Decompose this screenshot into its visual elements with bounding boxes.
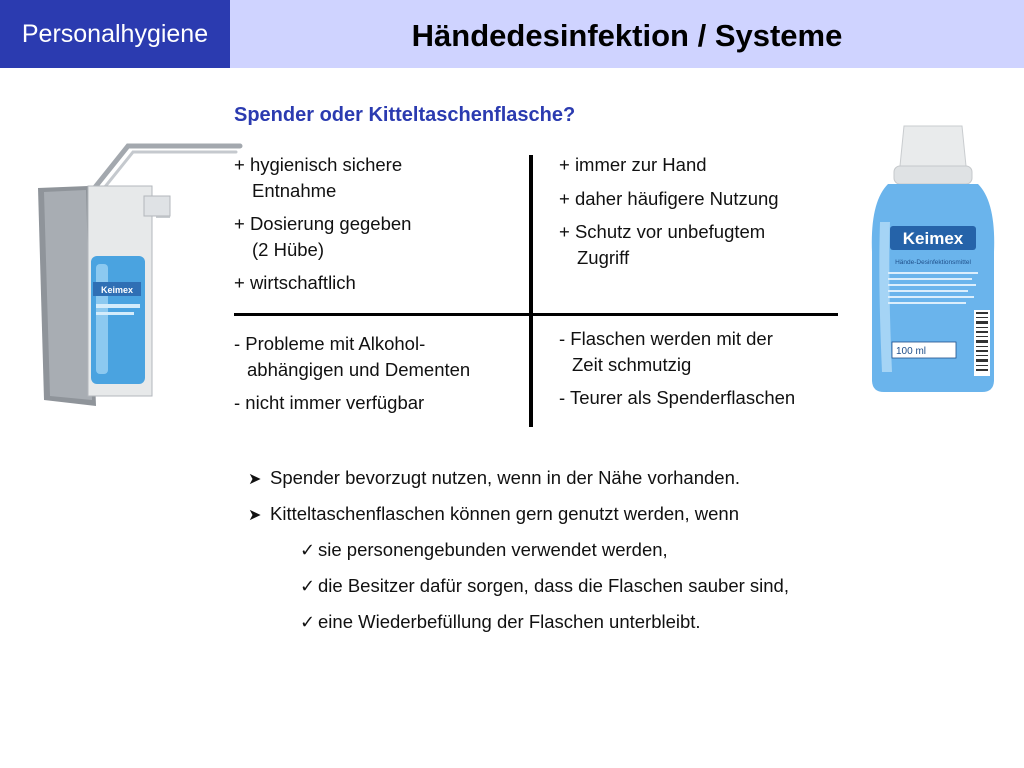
checkmark-icon: ✓ bbox=[300, 576, 316, 596]
cons-item-line: - Probleme mit Alkohol- bbox=[234, 333, 426, 354]
arrow-bullet-icon: ➤ bbox=[248, 507, 262, 524]
arrow-bullet-icon: ➤ bbox=[248, 471, 262, 488]
pros-item bbox=[559, 186, 849, 212]
checkmark-icon: ✓ bbox=[300, 540, 316, 560]
cons-item-line: abhängigen und Dementen bbox=[247, 358, 471, 380]
cons-item-line: - Teurer als Spenderflaschen bbox=[559, 387, 796, 409]
check-item bbox=[248, 568, 789, 604]
pros-item-line: Zugriff bbox=[577, 246, 630, 268]
recommendation-list bbox=[248, 460, 789, 640]
dispenser-pros bbox=[234, 152, 524, 304]
cons-item bbox=[234, 331, 526, 382]
slide-title: Händedesinfektion / Systeme bbox=[411, 18, 843, 53]
pros-item bbox=[559, 219, 849, 270]
section-tag: Personalhygiene bbox=[0, 0, 230, 68]
pros-item bbox=[234, 211, 524, 262]
dispenser-brand-label bbox=[101, 285, 133, 295]
svg-text:Keimex: Keimex bbox=[100, 285, 134, 295]
pros-item-line: + daher häufigere Nutzung bbox=[559, 187, 779, 209]
check-text: die Besitzer dafür sorgen, dass die Flaschen sauber sind, bbox=[318, 575, 789, 596]
bullet-text: Spender bevorzugt nutzen, wenn in der Nähe vorhanden. bbox=[270, 467, 741, 488]
pros-item-line: + wirtschaftlich bbox=[234, 272, 356, 294]
dispenser-cons bbox=[234, 331, 526, 424]
bottle-brand-label: Keimex bbox=[902, 229, 964, 248]
cons-item-line: - Flaschen werden mit der bbox=[559, 328, 773, 349]
bullet-item bbox=[248, 496, 789, 532]
bottle-volume-label: 100 ml bbox=[896, 346, 927, 357]
pros-item bbox=[234, 152, 524, 203]
pros-item bbox=[234, 270, 524, 296]
check-item bbox=[248, 532, 789, 568]
slide-header bbox=[0, 0, 1024, 68]
check-text: eine Wiederbefüllung der Flaschen unterbleibt. bbox=[318, 611, 701, 632]
cons-item-line: Zeit schmutzig bbox=[572, 353, 692, 375]
pros-item bbox=[559, 152, 849, 178]
pros-item-line: + Dosierung gegeben bbox=[234, 213, 412, 235]
cons-item bbox=[559, 326, 859, 377]
pros-item-line: + Schutz vor unbefugtem bbox=[559, 221, 766, 243]
cons-item bbox=[559, 385, 859, 411]
pros-item-line: + immer zur Hand bbox=[559, 154, 707, 175]
question-heading: Spender oder Kitteltaschenflasche? bbox=[234, 104, 576, 126]
pros-item-line: Entnahme bbox=[252, 179, 337, 201]
bottle-pros bbox=[559, 152, 849, 278]
bullet-item bbox=[248, 460, 789, 496]
check-item bbox=[248, 604, 789, 640]
dispenser-image bbox=[36, 138, 244, 408]
bottle-cons bbox=[559, 326, 859, 419]
bottle-image bbox=[866, 122, 1000, 394]
check-text: sie personengebunden verwendet werden, bbox=[318, 539, 668, 560]
bullet-text: Kitteltaschenflaschen können gern genutzt werden, wenn bbox=[270, 503, 739, 524]
checkmark-icon: ✓ bbox=[300, 612, 316, 632]
grid-divider-vertical bbox=[529, 155, 533, 427]
pros-item-line: (2 Hübe) bbox=[252, 238, 324, 260]
pros-item-line: + hygienisch sichere bbox=[234, 154, 403, 175]
cons-item bbox=[234, 390, 526, 416]
bottle-product-label: Hände-Desinfektionsmittel bbox=[895, 259, 971, 266]
cons-item-line: - nicht immer verfügbar bbox=[234, 392, 425, 414]
grid-divider-horizontal bbox=[234, 313, 838, 316]
